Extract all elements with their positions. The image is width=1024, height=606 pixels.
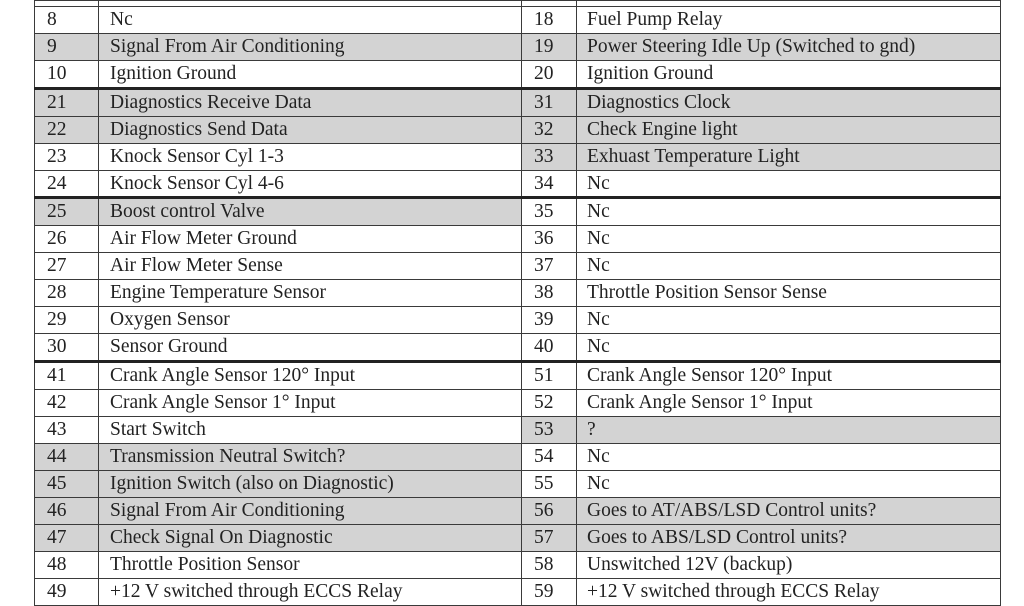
pin-description-cell: Unswitched 12V (backup) [577, 552, 1001, 579]
pin-description-cell: Nc [577, 444, 1001, 471]
pin-description-cell: Nc [577, 171, 1001, 198]
table-row [35, 444, 1001, 471]
pin-description-cell: Diagnostics Send Data [99, 117, 522, 144]
table-row [35, 198, 1001, 226]
pin-number-cell: 55 [522, 471, 577, 498]
table-row [35, 390, 1001, 417]
pin-description-cell: Nc [577, 307, 1001, 334]
pin-description-cell: Throttle Position Sensor Sense [577, 280, 1001, 307]
pin-number-cell: 19 [522, 34, 577, 61]
pin-description-cell: +12 V switched through ECCS Relay [99, 579, 522, 606]
table-row [35, 498, 1001, 525]
table-row [35, 171, 1001, 198]
table-row [35, 117, 1001, 144]
pin-description-cell: ? [577, 417, 1001, 444]
pin-description-cell: Goes to AT/ABS/LSD Control units? [577, 498, 1001, 525]
table-row [35, 144, 1001, 171]
table-row [35, 307, 1001, 334]
pin-number-cell: 44 [35, 444, 99, 471]
pin-description-cell: Signal From Air Conditioning [99, 498, 522, 525]
pin-number-cell: 31 [522, 89, 577, 117]
pin-description-cell: Diagnostics Receive Data [99, 89, 522, 117]
pin-description-cell: Knock Sensor Cyl 4-6 [99, 171, 522, 198]
pin-number-cell: 24 [35, 171, 99, 198]
pin-description-cell: Crank Angle Sensor 120° Input [577, 362, 1001, 390]
pin-description-cell: Boost control Valve [99, 198, 522, 226]
pin-description-cell: +12 V switched through ECCS Relay [577, 579, 1001, 606]
pin-number-cell: 37 [522, 253, 577, 280]
pin-description-cell: Air Flow Meter Sense [99, 253, 522, 280]
pin-number-cell: 21 [35, 89, 99, 117]
pin-description-cell: Ignition Ground [99, 61, 522, 89]
pin-number-cell: 32 [522, 117, 577, 144]
pin-number-cell: 8 [35, 7, 99, 34]
pin-description-cell: Air Flow Meter Ground [99, 226, 522, 253]
pin-number-cell: 35 [522, 198, 577, 226]
pin-description-cell: Crank Angle Sensor 1° Input [99, 390, 522, 417]
pin-number-cell: 47 [35, 525, 99, 552]
pin-description-cell: Nc [577, 226, 1001, 253]
pin-number-cell: 40 [522, 334, 577, 362]
pin-description-cell: Signal From Air Conditioning [99, 34, 522, 61]
pin-description-cell: Crank Angle Sensor 120° Input [99, 362, 522, 390]
pin-number-cell: 46 [35, 498, 99, 525]
pin-description-cell: Nc [577, 253, 1001, 280]
pin-number-cell: 57 [522, 525, 577, 552]
table-row [35, 253, 1001, 280]
pin-description-cell: Diagnostics Clock [577, 89, 1001, 117]
pin-description-cell: Start Switch [99, 417, 522, 444]
pin-number-cell: 38 [522, 280, 577, 307]
pin-description-cell: Transmission Neutral Switch? [99, 444, 522, 471]
pin-description-cell: Ignition Ground [577, 61, 1001, 89]
pin-number-cell: 34 [522, 171, 577, 198]
pin-number-cell: 30 [35, 334, 99, 362]
table-row [35, 89, 1001, 117]
pin-number-cell: 18 [522, 7, 577, 34]
table-row [35, 280, 1001, 307]
pin-table-body [35, 1, 1001, 606]
pin-description-cell: Nc [577, 471, 1001, 498]
table-row [35, 417, 1001, 444]
table-row [35, 334, 1001, 362]
pin-number-cell: 22 [35, 117, 99, 144]
pin-assignment-table [34, 0, 1001, 606]
pin-number-cell: 10 [35, 61, 99, 89]
pin-description-cell: Check Signal On Diagnostic [99, 525, 522, 552]
pin-number-cell: 23 [35, 144, 99, 171]
pin-number-cell: 36 [522, 226, 577, 253]
pin-number-cell: 56 [522, 498, 577, 525]
pin-number-cell: 43 [35, 417, 99, 444]
pin-number-cell: 58 [522, 552, 577, 579]
pin-number-cell: 26 [35, 226, 99, 253]
pin-number-cell: 27 [35, 253, 99, 280]
table-row [35, 7, 1001, 34]
pin-description-cell: Ignition Switch (also on Diagnostic) [99, 471, 522, 498]
pin-description-cell: Nc [577, 198, 1001, 226]
pin-number-cell: 28 [35, 280, 99, 307]
pin-number-cell: 59 [522, 579, 577, 606]
pin-description-cell: Power Steering Idle Up (Switched to gnd) [577, 34, 1001, 61]
pin-number-cell: 9 [35, 34, 99, 61]
pin-number-cell: 45 [35, 471, 99, 498]
pin-number-cell: 20 [522, 61, 577, 89]
pin-description-cell: Sensor Ground [99, 334, 522, 362]
pin-description-cell: Exhuast Temperature Light [577, 144, 1001, 171]
table-row [35, 226, 1001, 253]
table-row [35, 471, 1001, 498]
pin-number-cell: 53 [522, 417, 577, 444]
pin-number-cell: 51 [522, 362, 577, 390]
pin-description-cell: Nc [99, 7, 522, 34]
pin-number-cell: 33 [522, 144, 577, 171]
pin-description-cell: Fuel Pump Relay [577, 7, 1001, 34]
pin-number-cell: 52 [522, 390, 577, 417]
pin-number-cell: 54 [522, 444, 577, 471]
pin-description-cell: Engine Temperature Sensor [99, 280, 522, 307]
table-row [35, 61, 1001, 89]
pin-number-cell: 42 [35, 390, 99, 417]
pin-number-cell: 41 [35, 362, 99, 390]
pin-number-cell: 29 [35, 307, 99, 334]
pin-description-cell: Oxygen Sensor [99, 307, 522, 334]
table-row [35, 579, 1001, 606]
pin-description-cell: Goes to ABS/LSD Control units? [577, 525, 1001, 552]
table-row [35, 525, 1001, 552]
table-row [35, 34, 1001, 61]
table-row [35, 362, 1001, 390]
pin-description-cell: Knock Sensor Cyl 1-3 [99, 144, 522, 171]
pin-number-cell: 25 [35, 198, 99, 226]
pin-description-cell: Nc [577, 334, 1001, 362]
pin-number-cell: 39 [522, 307, 577, 334]
pin-description-cell: Crank Angle Sensor 1° Input [577, 390, 1001, 417]
pin-number-cell: 48 [35, 552, 99, 579]
table-row [35, 552, 1001, 579]
pin-number-cell: 49 [35, 579, 99, 606]
pin-description-cell: Check Engine light [577, 117, 1001, 144]
pin-description-cell: Throttle Position Sensor [99, 552, 522, 579]
